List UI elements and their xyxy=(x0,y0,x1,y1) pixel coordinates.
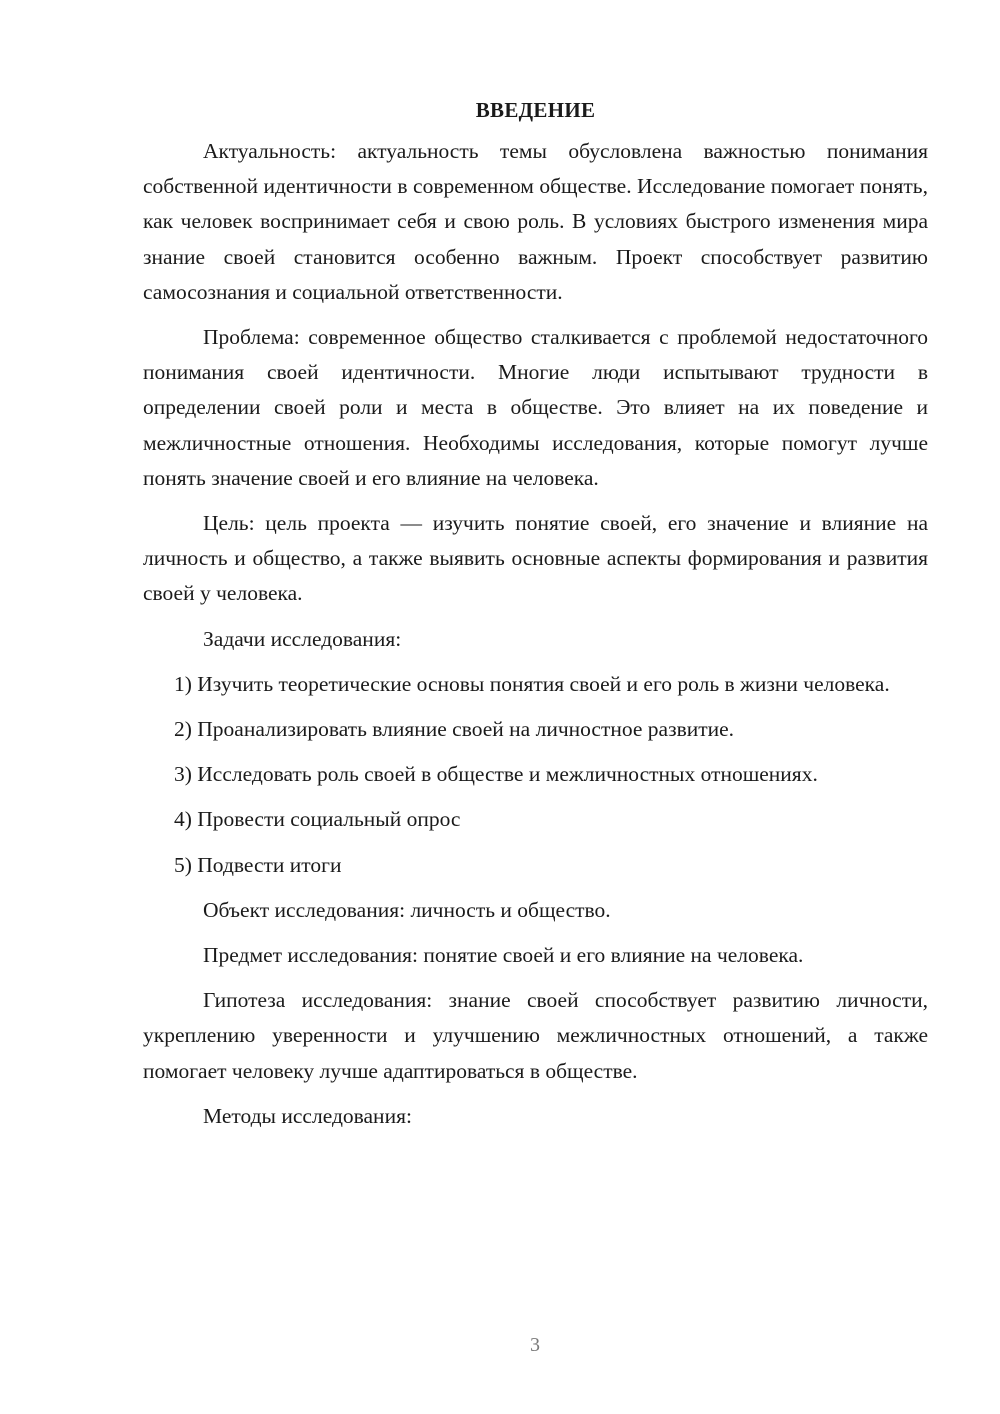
object-paragraph: Объект исследования: личность и общество. xyxy=(203,897,611,922)
page-number: 3 xyxy=(530,1334,540,1356)
task-item: 4) Провести социальный опрос xyxy=(174,807,461,832)
methods-title: Методы исследования: xyxy=(203,1103,412,1128)
tasks-title: Задачи исследования: xyxy=(203,626,402,651)
page-content xyxy=(143,92,928,1144)
hypothesis-paragraph: Гипотеза исследования: знание своей способствует развитию личности, укреплению уверенности и улучшению межличностных отношений, а также помогает человеку лучше адаптироваться в обществе. xyxy=(143,988,928,1083)
section-heading: ВВЕДЕНИЕ xyxy=(475,98,596,122)
subject-paragraph: Предмет исследования: понятие своей и его влияние на человека. xyxy=(203,943,804,968)
task-item: 5) Подвести итоги xyxy=(174,852,342,877)
tasks-list xyxy=(143,667,928,883)
task-item: 3) Исследовать роль своей в обществе и межличностных отношениях. xyxy=(174,762,818,787)
task-item: 2) Проанализировать влияние своей на личностное развитие. xyxy=(174,717,735,742)
goal-paragraph: Цель: цель проекта — изучить понятие своей, его значение и влияние на личность и общество, а также выявить основные аспекты формирования и развития своей у человека. xyxy=(143,511,928,606)
problem-paragraph: Проблема: современное общество сталкивается с проблемой недостаточного понимания своей идентичности. Многие люди испытывают трудности в определении своей роли и места в обществе. Это влияет на их поведение и межличностные отношения. Необходимы исследования, которые помогут лучше понять значение своей и его влияние на человека. xyxy=(143,325,928,490)
relevance-paragraph: Актуальность: актуальность темы обусловлена важностью понимания собственной идентичности в современном обществе. Исследование помогает понять, как человек воспринимает себя и свою роль. В условиях быстрого изменения мира знание своей становится особенно важным. Проект способствует развитию самосознания и социальной ответственности. xyxy=(143,139,928,304)
task-item: 1) Изучить теоретические основы понятия своей и его роль в жизни человека. xyxy=(174,671,890,696)
